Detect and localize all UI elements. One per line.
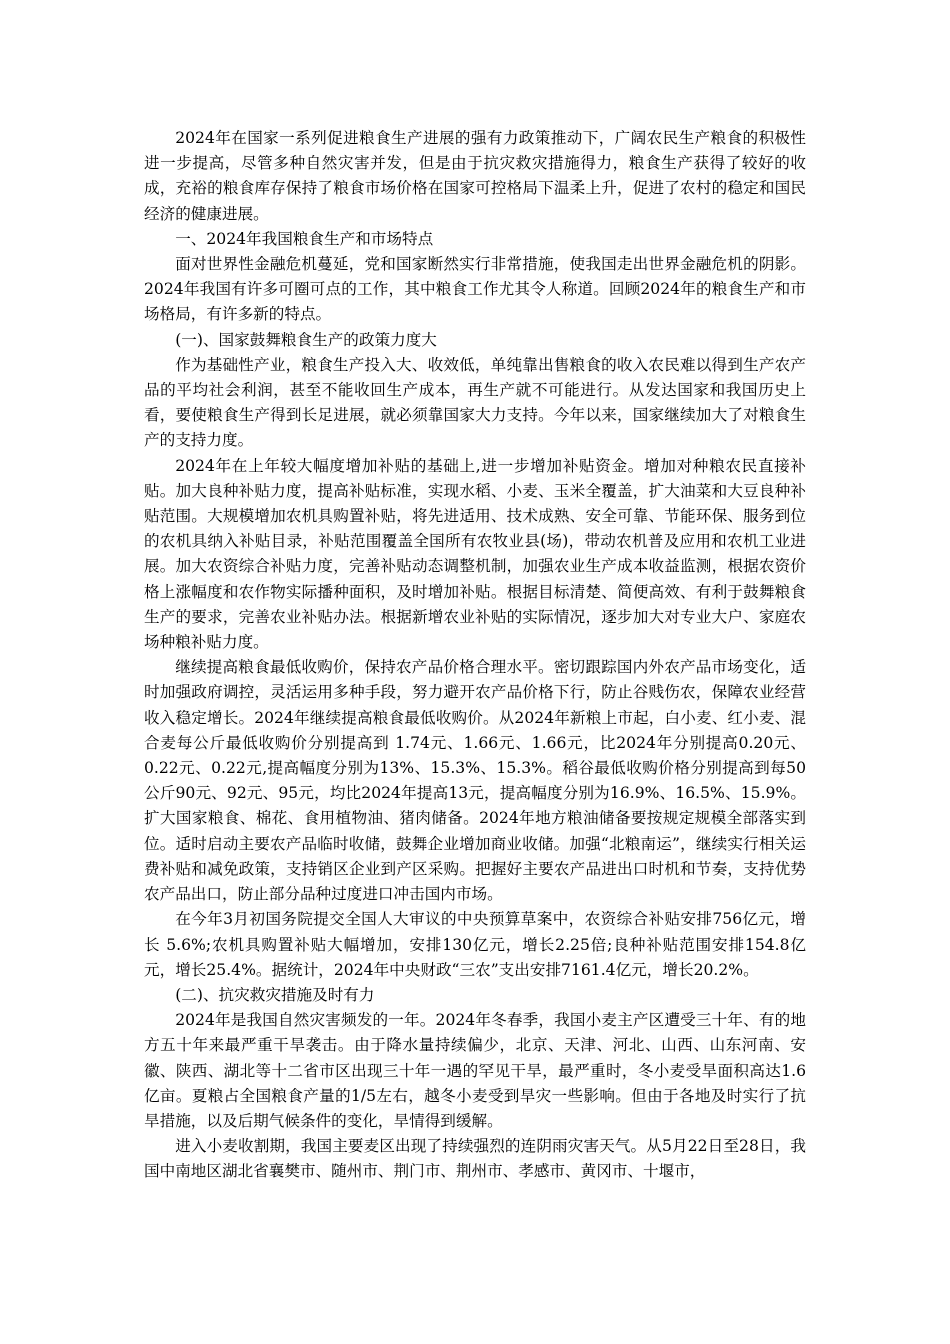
paragraph-subsidies: 2024年在上年较大幅度增加补贴的基础上,进一步增加补贴资金。增加对种粮农民直接补贴。加大良种补贴力度，提高补贴标准，实现水稻、小麦、玉米全覆盖，扩大油菜和大豆良种补贴范围。大规模增加农机具购置补贴，将先进适用、技术成熟、安全可靠、节能环保、服务到位的农机具纳入补贴目录，补贴范围覆盖全国所有农牧业县(场)，带动农机普及应用和农机工业进展。加大农资综合补贴力度，完善补贴动态调整机制，加强农业生产成本收益监测，根据农资价格上涨幅度和农作物实际播种面积，及时增加补贴。根据目标清楚、简便高效、有利于鼓舞粮食生产的要求，完善农业补贴办法。根据新增农业补贴的实际情况，逐步加大对专业大户、家庭农场种粮补贴力度。: [144, 456, 806, 652]
subsection-heading-2: (二)、抗灾救灾措施及时有力: [175, 985, 375, 1004]
subsection-heading-1: (一)、国家鼓舞粮食生产的政策力度大: [175, 330, 437, 349]
paragraph-crisis: 面对世界性金融危机蔓延，党和国家断然实行非常措施，使我国走出世界金融危机的阴影。 2024年我国有许多可圈可点的工作，其中粮食工作尤其令人称道。回顾2024年的粮食生产和市场格局，有许多新的特点。: [144, 255, 806, 324]
paragraph-intro: 2024年在国家一系列促进粮食生产进展的强有力政策推动下，广阔农民生产粮食的积极性进一步提高，尽管多种自然灾害并发，但是由于抗灾救灾措施得力，粮食生产获得了较好的收成，充裕的粮食库存保持了粮食市场价格在国家可控格局下温柔上升，促进了农村的稳定和国民经济的健康进展。: [144, 129, 806, 223]
paragraph-drought: 2024年是我国自然灾害频发的一年。2024年冬春季，我国小麦主产区遭受三十年、有的地方五十年来最严重干旱袭击。由于降水量持续偏少，北京、天津、河北、山西、山东河南、安徽、陕西、湖北等十二省市区出现三十年一遇的罕见干旱，最严重时，冬小麦受旱面积高达1.6亿亩。夏粮占全国粮食产量的1/5左右，越冬小麦受到旱灾一些影响。但由于各地及时实行了抗旱措施，以及后期气候条件的变化，旱情得到缓解。: [144, 1011, 806, 1130]
paragraph-harvest-rain: 进入小麦收割期，我国主要麦区出现了持续强烈的连阴雨灾害天气。从5月22日至28日，我国中南地区湖北省襄樊市、随州市、荆门市、荆州市、孝感市、黄冈市、十堰市，: [144, 1137, 806, 1181]
document-body: [144, 126, 806, 1185]
paragraph-budget: 在今年3月初国务院提交全国人大审议的中央预算草案中，农资综合补贴安排756亿元，增长 5.6%;农机具购置补贴大幅增加，安排130亿元，增长2.25倍;良种补贴范围安排154.8亿元，增长25.4%。据统计，2024年中央财政“三农”支出安排7161.4亿元，增长20.2%。: [144, 910, 806, 979]
paragraph-min-price: 继续提高粮食最低收购价，保持农产品价格合理水平。密切跟踪国内外农产品市场变化，适时加强政府调控，灵活运用多种手段，努力避开农产品价格下行，防止谷贱伤农，保障农业经营收入稳定增长。2024年继续提高粮食最低收购价。从2024年新粮上市起，白小麦、红小麦、混合麦每公斤最低收购价分别提高到 1.74元、1.66元、1.66元，比2024年分别提高0.20元、0.22元、0.22元,提高幅度分别为13%、15.3%、15.3%。稻谷最低收购价格分别提高到每50公斤90元、92元、95元，均比2024年提高13元，提高幅度分别为16.9%、16.5%、15.9%。扩大国家粮食、棉花、食用植物油、猪肉储备。2024年地方粮油储备要按规定规模全部落实到位。适时启动主要农产品临时收储，鼓舞企业增加商业收储。加强“北粮南运”，继续实行相关运费补贴和减免政策，支持销区企业到产区采购。把握好主要农产品进出口时机和节奏，支持优势农产品出口，防止部分品种过度进口冲击国内市场。: [144, 658, 806, 904]
section-heading-1: 一、2024年我国粮食生产和市场特点: [175, 229, 434, 248]
paragraph-basic-industry: 作为基础性产业，粮食生产投入大、收效低，单纯靠出售粮食的收入农民难以得到生产农产品的平均社会利润，甚至不能收回生产成本，再生产就不可能进行。从发达国家和我国历史上看，要使粮食生产得到长足进展，就必须靠国家大力支持。今年以来，国家继续加大了对粮食生产的支持力度。: [144, 355, 806, 450]
